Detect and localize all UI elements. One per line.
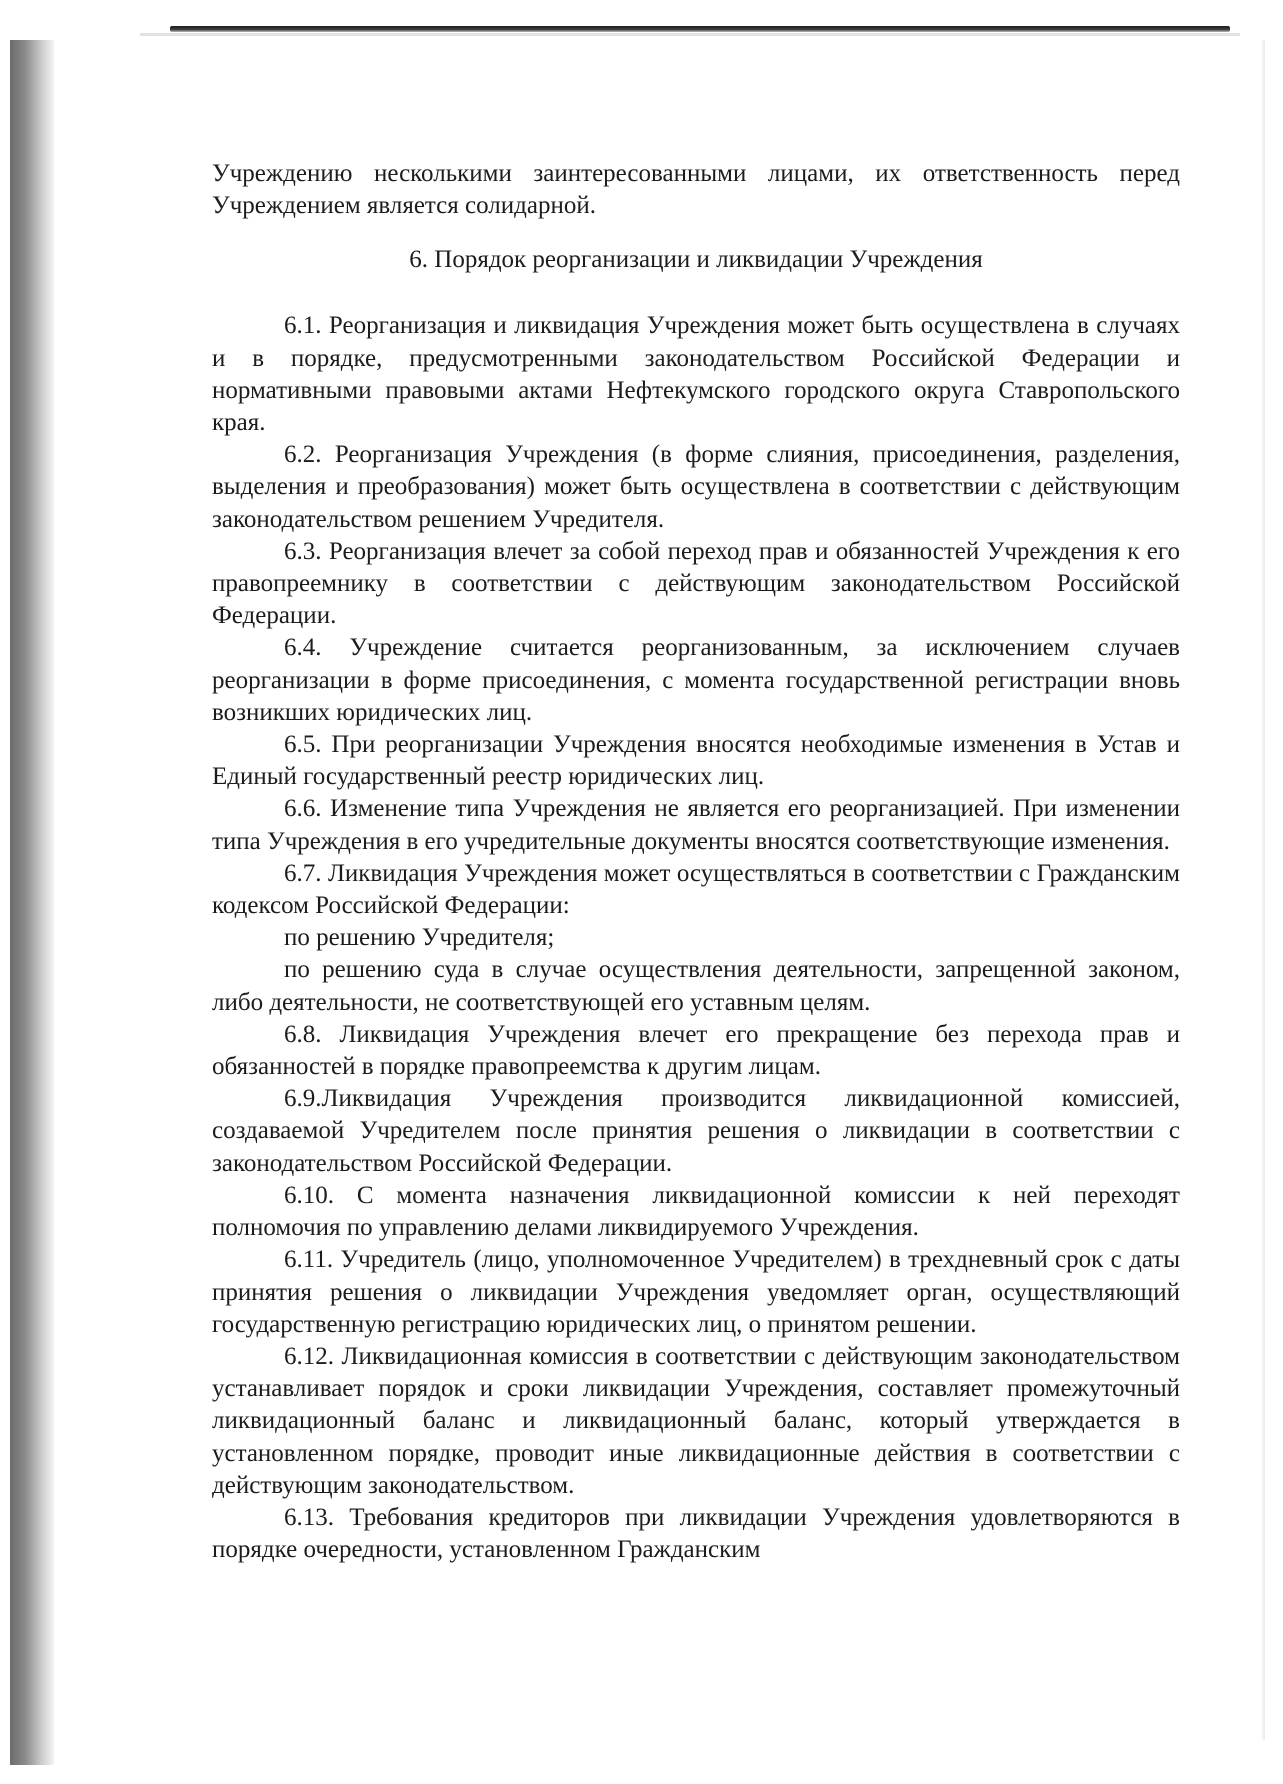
- paragraph-6-9: 6.9.Ликвидация Учреждения производится ликвидационной комиссией, создаваемой Учредителем после принятия решения о ликвидации в соответствии с законодательством Российской Федерации.: [212, 1085, 1180, 1177]
- scan-right-edge: [1261, 40, 1265, 1740]
- paragraph-6-13: 6.13. Требования кредиторов при ликвидации Учреждения удовлетворяются в порядке очередности, установленном Гражданским: [212, 1503, 1180, 1564]
- heading-spacer: [212, 298, 1180, 310]
- paragraph-6-4: 6.4. Учреждение считается реорганизованным, за исключением случаев реорганизации в форме присоединения, с момента государственной регистрации вновь возникших юридических лиц.: [212, 634, 1180, 726]
- paragraph-6-1: 6.1. Реорганизация и ликвидация Учреждения может быть осуществлена в случаях и в порядке, предусмотренными законодательством Российской Федерации и нормативными правовыми актами Нефтекумского городского округа Ставропольского края.: [212, 312, 1180, 437]
- paragraph-6-11: 6.11. Учредитель (лицо, уполномоченное Учредителем) в трехдневный срок с даты принятия решения о ликвидации Учреждения уведомляет орган, осуществляющий государственную регистрацию юридических лиц, о принятом решении.: [212, 1246, 1180, 1338]
- scan-shadow-left: [10, 40, 54, 1765]
- paragraph-6-2: 6.2. Реорганизация Учреждения (в форме слияния, присоединения, разделения, выделения и преобразования) может быть осуществлена в соответствии с действующим законодательством решением Учредителя.: [212, 441, 1180, 533]
- paragraph-6-10: 6.10. С момента назначения ликвидационной комиссии к ней переходят полномочия по управлению делами ликвидируемого Учреждения.: [212, 1181, 1180, 1242]
- scan-top-edge-fade: [140, 33, 1240, 36]
- list-item-founder-decision: по решению Учредителя;: [284, 924, 555, 952]
- paragraph-6-12: 6.12. Ликвидационная комиссия в соответствии с действующим законодательством устанавливает порядок и сроки ликвидации Учреждения, составляет промежуточный ликвидационный баланс и ликвидационный баланс, который утверждается в установленном порядке, проводит иные ликвидационные действия в соответствии с действующим законодательством.: [212, 1342, 1180, 1499]
- paragraph-6-6: 6.6. Изменение типа Учреждения не является его реорганизацией. При изменении типа Учреждения в его учредительные документы вносятся соответствующие изменения.: [212, 795, 1180, 855]
- list-item-court-decision: по решению суда в случае осуществления деятельности, запрещенной законом, либо деятельности, не соответствующей его уставным целям.: [212, 956, 1180, 1016]
- paragraph-6-3: 6.3. Реорганизация влечет за собой переход прав и обязанностей Учреждения к его правопреемнику в соответствии с действующим законодательством Российской Федерации.: [212, 537, 1180, 630]
- paragraph-6-5: 6.5. При реорганизации Учреждения вносятся необходимые изменения в Устав и Единый государственный реестр юридических лиц.: [212, 731, 1180, 791]
- document-page: [212, 158, 1180, 1566]
- paragraph-6-8: 6.8. Ликвидация Учреждения влечет его прекращение без перехода прав и обязанностей в порядке правопреемства к другим лицам.: [212, 1020, 1180, 1081]
- paragraph-6-7: 6.7. Ликвидация Учреждения может осуществляться в соответствии с Гражданским кодексом Российской Федерации:: [212, 859, 1180, 920]
- scan-top-edge-line: [170, 26, 1230, 32]
- intro-paragraph: Учреждению несколькими заинтересованными лицами, их ответственность перед Учреждением является солидарной.: [212, 160, 1180, 220]
- section-heading: 6. Порядок реорганизации и ликвидации Учреждения: [409, 246, 983, 274]
